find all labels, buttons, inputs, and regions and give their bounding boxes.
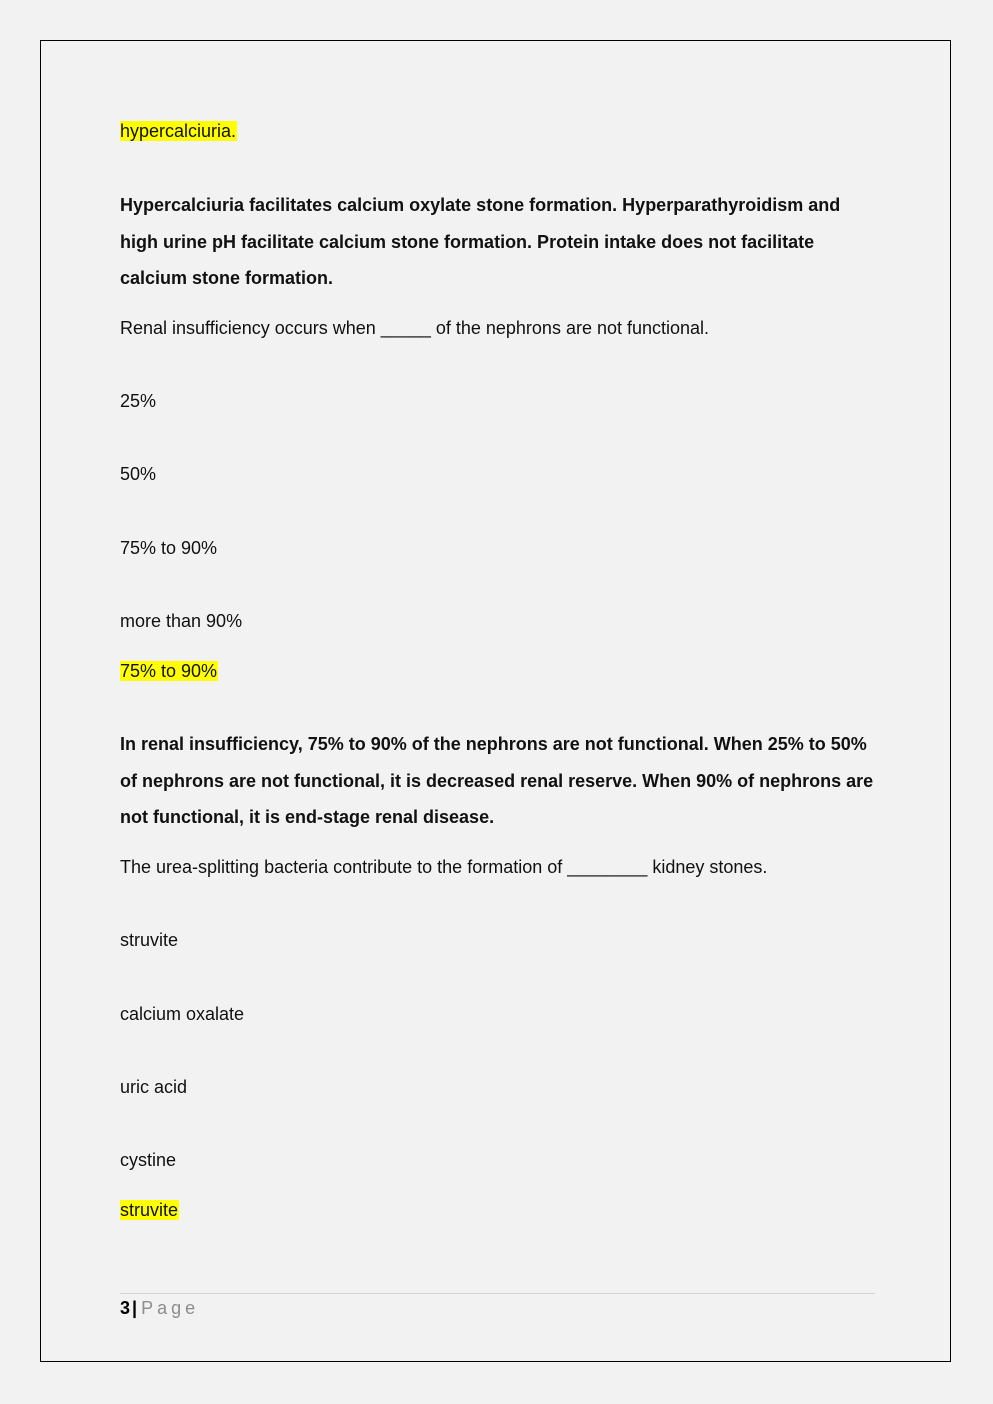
question-3-prompt: The urea-splitting bacteria contribute to the formation of ________ kidney stones.: [120, 857, 768, 877]
answer-highlight: 75% to 90%: [120, 661, 218, 681]
question-2-prompt: Renal insufficiency occurs when _____ of the nephrons are not functional.: [120, 318, 710, 338]
answer-1: [120, 120, 237, 142]
question-3-answer: [120, 1199, 179, 1221]
question-3-option-1: struvite: [120, 930, 179, 950]
question-2-option-4: more than 90%: [120, 611, 243, 631]
question-3-option-2: calcium oxalate: [120, 1004, 245, 1024]
question-2-answer: [120, 660, 218, 682]
page-label: Page: [141, 1298, 200, 1318]
page-separator: |: [132, 1298, 138, 1318]
question-2-option-3: 75% to 90%: [120, 538, 218, 558]
page-footer: [120, 1297, 199, 1319]
answer-highlight: hypercalciuria.: [120, 121, 237, 141]
explanation-2: In renal insufficiency, 75% to 90% of the nephrons are not functional. When 25% to 50% of nephrons are not functional, it is decreased renal reserve. When 90% of nephrons are not functional, it is end-stage renal disease.: [120, 734, 874, 827]
explanation-1: Hypercalciuria facilitates calcium oxylate stone formation. Hyperparathyroidism and high urine pH facilitate calcium stone formation. Protein intake does not facilitate calcium stone formation.: [120, 195, 841, 288]
question-3-option-4: cystine: [120, 1150, 177, 1170]
page-number: 3: [120, 1298, 131, 1318]
answer-highlight: struvite: [120, 1200, 179, 1220]
question-3-option-3: uric acid: [120, 1077, 188, 1097]
question-2-option-1: 25%: [120, 391, 157, 411]
footer-divider: [120, 1293, 875, 1294]
question-2-option-2: 50%: [120, 464, 157, 484]
